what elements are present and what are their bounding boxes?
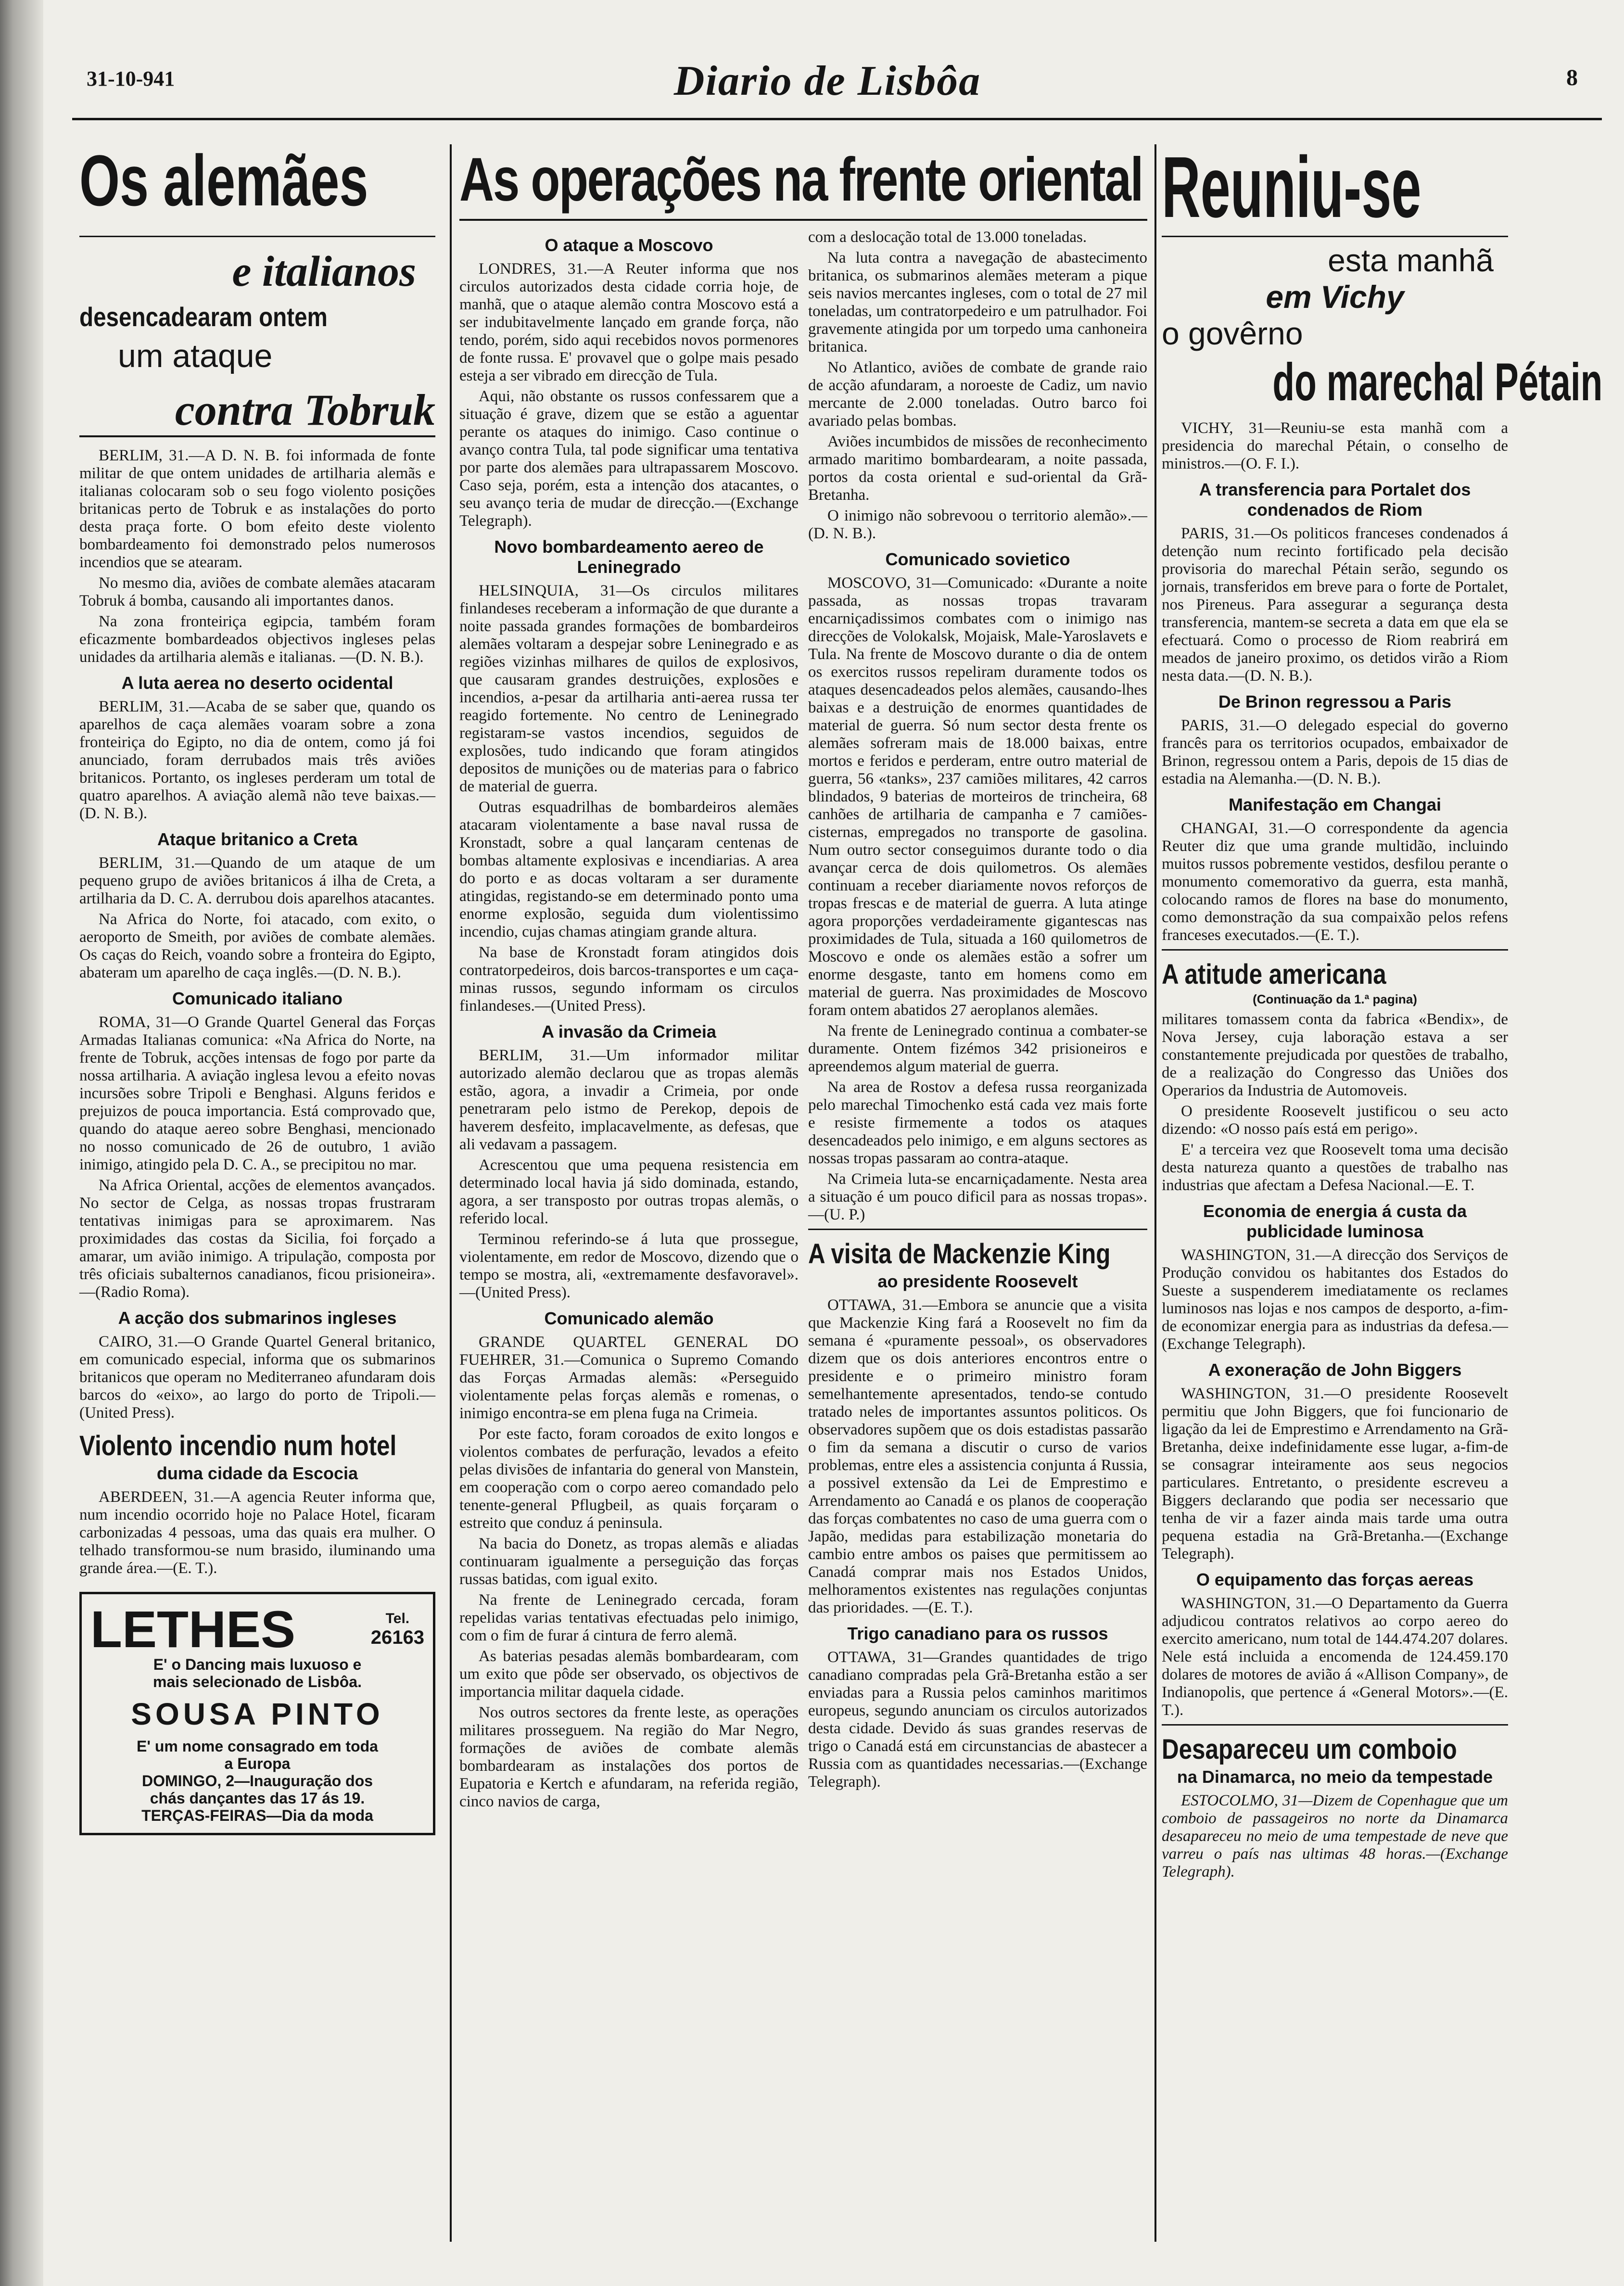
ad-line: E' o Dancing mais luxuoso e <box>153 1656 362 1673</box>
article-paragraph: OTTAWA, 31.—Embora se anuncie que a visita que Mackenzie King fará a Roosevelt no fim da semana é «puramente pessoal», os observadores dizem que os dois anteriores encontros entre o presidente e o primeiro ministro foram semelhantemente apresentados, tendo-se contudo tratado neles de importantes assuntos politicos. Os observadores supõem que os dois estadistas passarão o fim da semana a discutir o curso de varios problemas, entre eles a assistencia conjunta á Russia, a possivel extensão da Lei de Emprestimo e Arrendamento ao Canadá e os planos de cooperação das forças combatentes no caso de uma guerra com o Japão, medidas para estabilização monetaria do cambio entre ambos os paises que permitissem ao Canadá comprar mais nos Estados Unidos, melhoramentos existentes nas regulações conjuntas das prioridades. —(E. T.). <box>808 1296 1147 1616</box>
continuation-note: (Continuação da 1.ª pagina) <box>1253 992 1417 1006</box>
article-paragraph: Na Crimeia luta-se encarniçadamente. Nesta area a situação é um pouco dificil para as nossas tropas».—(U. P.) <box>808 1170 1147 1223</box>
article-paragraph: Terminou referindo-se á luta que prossegue, violentamente, em redor de Moscovo, dizendo que o tempo se mostra, ali, «extremamente desfavoravel».—(United Press). <box>459 1231 799 1301</box>
ad-line: E' um nome consagrado em toda <box>137 1738 378 1755</box>
article-paragraph: PARIS, 31.—Os politicos franceses condenados á detenção num recinto fortificado pela decisão provisoria do marechal Pétain serão, segundo os jornais, transferidos em breve para o forte de Portalet, nos Pireneus. Para assegurar a segurança desta transferencia, mantem-se secreta a data em que ela se efectuará. Como o processo de Riom reabrirá em meados de janeiro proximo, os detidos virão a Riom nesta data.—(D. N. B.). <box>1162 525 1508 685</box>
divider <box>1162 949 1508 951</box>
headline-os-alemaes: Os alemães <box>79 140 368 221</box>
article-paragraph: O presidente Roosevelt justificou o seu acto dizendo: «O nosso país está em perigo». <box>1162 1103 1508 1138</box>
article-paragraph: VICHY, 31—Reuniu-se esta manhã com a presidencia do marechal Pétain, o conselho de ministros.—(O. F. I.). <box>1162 419 1508 472</box>
column-rule <box>1155 144 1156 2242</box>
article-paragraph: WASHINGTON, 31.—A direcção dos Serviços de Produção convidou os habitantes dos Estados do Sueste a suspenderem imediatamente os reclames luminosos nas lojas e nos campos de desporto, a-fim-de economizar energia para as industrias da defesa.—(Exchange Telegraph). <box>1162 1246 1508 1353</box>
article-paragraph: Outras esquadrilhas de bombardeiros alemães atacaram violentamente a base naval russa de Kronstadt, sobre a qual lançaram centenas de bombas altamente explosivas e incendiarias. A area do porto e as docas voltaram a ser duramente atingidas, registando-se em determinado ponto uma enorme explosão, seguida dum violentissimo incendio, cujas chamas atingiam grande altura. <box>459 799 799 940</box>
ad-venue-name: LETHES <box>90 1600 296 1658</box>
divider <box>1162 1724 1508 1726</box>
article-paragraph: Na frente de Leninegrado continua a combater-se duramente. Ontem fizémos 342 prisioneiros e apreendemos algum material de guerra. <box>808 1022 1147 1075</box>
subheading: Comunicado italiano <box>172 989 343 1008</box>
ad-line: DOMINGO, 2—Inauguração dos <box>141 1772 373 1790</box>
column-1 <box>79 140 435 2243</box>
banner-headline: As operações na frente oriental <box>459 145 1142 214</box>
subheading: O equipamento das forças aereas <box>1196 1570 1474 1589</box>
subheading: duma cidade da Escocia <box>156 1463 358 1483</box>
page-number: 8 <box>1566 65 1578 90</box>
ad-brand: SOUSA PINTO <box>131 1697 384 1731</box>
subheading: A luta aerea no deserto ocidental <box>121 673 393 693</box>
headline-contra-tobruk: contra Tobruk <box>79 384 435 437</box>
subheading: Comunicado alemão <box>544 1308 714 1328</box>
subheading: Economia de energia á custa da publicidade luminosa <box>1203 1201 1467 1241</box>
subheading: A acção dos submarinos ingleses <box>118 1308 397 1328</box>
article-paragraph: O inimigo não sobrevoou o territorio alemão».—(D. N. B.). <box>808 507 1147 542</box>
article-paragraph: OTTAWA, 31—Grandes quantidades de trigo canadiano compradas pela Grã-Bretanha estão a ser enviadas para a Russia pelos caminhos maritimos europeus, segundo anunciam os circulos autorizados desta cidade. Devido ás suas grandes reservas de trigo o Canadá está em circunstancias de abastecer a Russia com as quantidades necessarias.—(Exchange Telegraph). <box>808 1649 1147 1791</box>
article-paragraph: ESTOCOLMO, 31—Dizem de Copenhague que um comboio de passageiros no norte da Dinamarca desapareceu no meio de uma tempestade de neve que varreu o país nas ultimas 48 horas.—(Exchange Telegraph). <box>1162 1792 1508 1880</box>
article-paragraph: Na frente de Leninegrado cercada, foram repelidas varias tentativas efectuadas pelo inimigo, com o fim de furar á cintura de ferro alemã. <box>459 1591 799 1644</box>
article-paragraph: BERLIM, 31.—Acaba de se saber que, quando os aparelhos de caça alemães voaram sobre a zona fronteiriça do Egipto, no dia de ontem, como já foi anunciado, foram derrubados mais três aviões britanicos. Portanto, os ingleses perderam um total de quatro aparelhos. A aviação alemã não teve baixas.—(D. N. B.). <box>79 698 435 822</box>
article-paragraph: com a deslocação total de 13.000 toneladas. <box>808 229 1087 246</box>
issue-date: 31-10-941 <box>87 67 175 90</box>
article-paragraph: E' a terceira vez que Roosevelt toma uma decisão desta natureza quanto a questões de trabalho nas industrias que afectam a Defesa Nacional.—E. T. <box>1162 1141 1508 1194</box>
advertisement-lethes <box>79 1592 435 1835</box>
headline-reuniu-se: Reuniu-se <box>1162 139 1421 236</box>
article-paragraph: BERLIM, 31.—Um informador militar autorizado alemão declarou que as tropas alemãs estão, agora, a invadir a Crimeia, por onde penetraram pelo istmo de Perekop, depois de haverem desfeito, implacavelmente, as defesas, que ali vedavam a passagem. <box>459 1047 799 1153</box>
article-paragraph: PARIS, 31.—O delegado especial do governo francês para os territorios ocupados, embaixador de Brinon, regressou ontem a Paris, depois de 15 dias de estadia na Alemanha.—(D. N. B.). <box>1162 717 1508 787</box>
subheading: De Brinon regressou a Paris <box>1218 692 1452 711</box>
headline-um-ataque: um ataque <box>118 338 273 374</box>
article-paragraph: ABERDEEN, 31.—A agencia Reuter informa que, num incendio ocorrido hoje no Palace Hotel, ficaram carbonizadas 4 pessoas, uma das quais era mulher. O telhado transformou-se num brasido, iluminando uma grande área.—(E. T.). <box>79 1488 435 1577</box>
ad-line: chás dançantes das 17 ás 19. <box>150 1790 365 1807</box>
article-paragraph: Na base de Kronstadt foram atingidos dois contratorpedeiros, dois barcos-transportes e um caça-minas russos, segundo informam os circulos finlandeses.—(United Press). <box>459 944 799 1015</box>
masthead <box>58 53 1597 111</box>
article-paragraph: Na area de Rostov a defesa russa reorganizada pelo marechal Timochenko está cada vez mais forte e resiste firmemente a todos os ataques desencadeados pelo inimigo, e em alguns sectores as nossas tropas passaram ao contra-ataque. <box>808 1079 1147 1167</box>
divider <box>1162 236 1508 237</box>
masthead-rule <box>72 118 1602 120</box>
article-paragraph: BERLIM, 31.—Quando de um ataque de um pequeno grupo de aviões britanicos á ilha de Creta, a artilharia da D. C. A. derrubou dois aparelhos atacantes. <box>79 854 435 907</box>
article-paragraph: Na Africa do Norte, foi atacado, com exito, o aeroporto de Smeith, por aviões de combate alemães. Os caças do Reich, voando sobre a fronteira do Egipto, abateram um aparelho de caça inglês.—(D. N. B.). <box>79 911 435 981</box>
article-paragraph: As baterias pesadas alemãs bombardearam, com um exito que pôde ser observado, os objectivos de importancia militar daquela cidade. <box>459 1648 799 1701</box>
article-paragraph: WASHINGTON, 31.—O presidente Roosevelt permitiu que John Biggers, que foi funcionario de ligação da lei de Emprestimo e Arrendamento na Grã-Bretanha, deixe indefinidamente esse lugar, a-fim-de se consagrar inteiramente aos seus negocios particulares. Entretanto, o presidente escreveu a Biggers declarando que podia ser necessario que tenha de vir a fazer ainda mais tarde uma outra pequena estadia na Grã-Bretanha.—(Exchange Telegraph). <box>1162 1385 1508 1562</box>
article-paragraph: militares tomassem conta da fabrica «Bendix», de Nova Jersey, cuja laboração estava a ser constantemente prejudicada por questões de trabalho, de a realização do Congresso das Uniões dos Operarios da Industria de Automoveis. <box>1162 1011 1508 1099</box>
column-4 <box>1162 139 1603 2243</box>
article-paragraph: Na Africa Oriental, acções de elementos avançados. No sector de Celga, as nossas tropas frustraram tentativas inimigas para se aproximarem. Nas proximidades das costas da Sicilia, foi forçado a amarar, um avião inimigo. A tripulação, composta por três oficiais subalternos canadianos, ficou prisioneira».—(Radio Roma). <box>79 1177 435 1301</box>
headline-marechal-petain: do marechal Pétain <box>1272 353 1603 412</box>
subheading: Novo bombardeamento aereo de Leninegrado <box>494 537 764 577</box>
article-paragraph: MOSCOVO, 31—Comunicado: «Durante a noite passada, as nossas tropas travaram encarniçadissimos combates com o inimigo nas direcções de Volokalsk, Mojaisk, Male-Yaroslavets e Tula. Na frente de Moscovo durante o dia de ontem os exercitos russos repeliram duramente todos os ataques desencadeados pelos alemães, causando-lhes baixas e a destruição de enormes quantidades de material de guerra. Só num sector desta frente os alemães sofreram mais de 18.000 baixas, entre mortos e feridos e perderam, entre outro material de guerra, 56 «tanks», 237 camiões militares, 42 carros blindados, 9 baterias de morteiros de trincheira, 68 canhões de artilharia de campanha e 7 camiões-cisternas, empregados no transporte de gasolina. Num outro sector conseguimos durante todo o dia avançar cerca de dois quilometros. Os alemães continuam a receber diariamente novos reforços de tropas frescas e de material de guerra. A luta atinge agora proporções verdadeiramente gigantescas nas proximidades de Tula, situada a 160 quilometros de Moscovo e onde os alemães estão a sofrer um enorme desgaste, tanto em homens como em material de guerra. Nas proximidades de Moscovo foram ontem abatidos 27 aeroplanos alemães. <box>808 574 1147 1019</box>
headline-o-governo: o govêrno <box>1162 316 1303 351</box>
subheading: ao presidente Roosevelt <box>877 1271 1078 1291</box>
article-paragraph: Na bacia do Donetz, as tropas alemãs e aliadas continuaram igualmente a perseguição das forças russas batidas, com igual exito. <box>459 1535 799 1588</box>
subheading: na Dinamarca, no meio da tempestade <box>1177 1767 1493 1787</box>
article-paragraph: WASHINGTON, 31.—O Departamento da Guerra adjudicou contratos relativos ao corpo aereo do exercito americano, num total de 144.474.207 dolares. Nele está incluida a encomenda de 124.459.170 dolares de motores de avião á «Allison Company», de Indianopolis, que pertence á «General Motors».—(E. T.). <box>1162 1595 1508 1719</box>
ad-tel-number: 26163 <box>370 1626 424 1648</box>
ad-tel-label: Tel. <box>385 1610 410 1626</box>
subheading: A invasão da Crimeia <box>542 1022 716 1041</box>
headline-incendio: Violento incendio num hotel <box>79 1430 397 1461</box>
article-paragraph: Nos outros sectores da frente leste, as operações militares prosseguem. Na região do Mar Negro, formações de aviões de combate alemãs bombardearam as instalações dos portos de Eupatoria e Kertch e afundaram, na referida região, cinco navios de carga, <box>459 1704 799 1810</box>
divider <box>808 1229 1147 1230</box>
headline-desapareceu-comboio: Desapareceu um comboio <box>1162 1734 1457 1765</box>
article-paragraph: HELSINQUIA, 31—Os circulos militares finlandeses receberam a informação de que durante a noite passada grandes formações de bombardeiros alemães voltaram a despejar sobre Leninegrado e as regiões vizinhas milhares de quilos de explosivos, que causaram grandes destruições, explosões e incendios, a-pesar da artilharia anti-aerea russa ter reagido fortemente. No centro de Leninegrado registaram-se vastos incendios, seguidos de explosões, tudo indicando que foram atingidos depositos de munições ou de materias para o fabrico de material de guerra. <box>459 582 799 795</box>
column-2 <box>459 229 799 2243</box>
subheading: A exoneração de John Biggers <box>1208 1360 1462 1380</box>
article-paragraph: Na luta contra a navegação de abastecimento britanica, os submarinos alemães meteram a pique seis navios mercantes ingleses, com o total de 27 mil toneladas, um contratorpedeiro e um patrulhador. Foi gravemente atingida por um torpedo uma canhoneira britanica. <box>808 249 1147 356</box>
column-3 <box>808 229 1147 2243</box>
subheading: Manifestação em Changai <box>1228 795 1442 814</box>
article-paragraph: LONDRES, 31.—A Reuter informa que nos circulos autorizados desta cidade corria hoje, de manhã, que o ataque alemão contra Moscovo está a ser indubitavelmente lançado em grande força, não tendo, porém, sido aqui recebidos novos pormenores de fonte russa. E' provavel que o golpe mais pesado esteja a ser vibrado em direcção de Tula. <box>459 260 799 384</box>
newspaper-title: Diario de Lisbôa <box>673 58 981 104</box>
headline-atitude-americana: A atitude americana <box>1162 959 1386 990</box>
headline-em-vichy: em Vichy <box>1266 279 1404 315</box>
column-rule <box>450 144 452 2242</box>
article-paragraph: Acrescentou que uma pequena resistencia em determinado local havia já sido dominada, estando, agora, a ser transposto por outras tropas alemãs, o referido local. <box>459 1156 799 1227</box>
ad-line: a Europa <box>224 1755 291 1772</box>
article-paragraph: Aviões incumbidos de missões de reconhecimento armado maritimo bombardearam, a noite passada, portos da costa oriental e sud-oriental da Grã-Bretanha. <box>808 433 1147 504</box>
article-paragraph: CHANGAI, 31.—O correspondente da agencia Reuter diz que uma grande multidão, incluindo muitos russos pobremente vestidos, desfilou perante o monumento comemorativo da guerra, esta manhã, colocando ramos de flores na base do monumento, como demonstração da sua compaixão pelos refens franceses executados.—(E. T.). <box>1162 820 1508 944</box>
headline-mackenzie-king: A visita de Mackenzie King <box>808 1238 1111 1270</box>
article-paragraph: No Atlantico, aviões de combate de grande raio de acção afundaram, a noroeste de Cadiz, um navio mercante de 2.000 toneladas. Outro barco foi avariado pelas bombas. <box>808 359 1147 430</box>
article-paragraph: ROMA, 31—O Grande Quartel General das Forças Armadas Italianas comunica: «Na Africa do Norte, na frente de Tobruk, acções intensas de fogo por parte da nossa artilharia. A aviação inglesa levou a efeito novas incursões sobre Tripoli e Benghasi. Alguns feridos e prejuizos de pouca importancia. Está comprovado que, quando do ataque aereo sobre Benghasi, mencionado no nosso comunicado de 26 de outubro, 1 avião inimigo, atingido pela D. C. A., se precipitou no mar. <box>79 1014 435 1173</box>
subheading: Comunicado sovietico <box>885 549 1070 569</box>
article-paragraph: Na zona fronteiriça egipcia, também foram eficazmente bombardeados objectivos ingleses pelas unidades da artilharia alemãs e italianas. —(D. N. B.). <box>79 613 435 666</box>
article-paragraph: Por este facto, foram coroados de exito longos e violentos combates de perfuração, levados a efeito pelas divisões de infantaria do general von Manstein, em cooperação com o corpo aereo comandado pelo tenente-general Pflugbeil, as quais forçaram o estreito que conduz á peninsula. <box>459 1425 799 1532</box>
subheading: A transferencia para Portalet dos condenados de Riom <box>1199 480 1471 520</box>
article-paragraph: No mesmo dia, aviões de combate alemães atacaram Tobruk á bomba, causando ali importantes danos. <box>79 574 435 610</box>
headline-esta-manha: esta manhã <box>1328 242 1494 278</box>
subheading: O ataque a Moscovo <box>545 235 713 255</box>
article-paragraph: GRANDE QUARTEL GENERAL DO FUEHRER, 31.—Comunica o Supremo Comando das Forças Armadas alemãs: «Perseguido violentamente pelas forças alemãs e romenas, o inimigo encontra-se em plena fuga na Crimeia. <box>459 1334 799 1422</box>
divider <box>79 236 435 237</box>
ad-line: TERÇAS-FEIRAS—Dia da moda <box>141 1807 373 1824</box>
subheading: Trigo canadiano para os russos <box>847 1624 1108 1643</box>
subheading: Ataque britanico a Creta <box>157 829 358 849</box>
ad-line: mais selecionado de Lisbôa. <box>153 1673 362 1690</box>
article-paragraph: BERLIM, 31.—A D. N. B. foi informada de fonte militar de que ontem unidades de artilharia alemãs e italianas colocaram sob o seu fogo violento posições britanicas perto de Tobruk e as instalações do porto desta praça forte. O bom efeito deste violento bombardeamento foi demonstrado pelos numerosos incendios que se atearam. <box>79 447 435 571</box>
banner-rule <box>459 219 1147 221</box>
headline-e-italianos: e italianos <box>232 248 416 295</box>
article-paragraph: CAIRO, 31.—O Grande Quartel General britanico, em comunicado especial, informa que os submarinos britanicos que operam no Mediterraneo afundaram dois barcos do «eixo», ao largo do porto de Tripoli.—(United Press). <box>79 1333 435 1422</box>
article-paragraph: Aqui, não obstante os russos confessarem que a situação é grave, dizem que se estão a aguentar perante os ataques do inimigo. Caso continue o avanço contra Tula, tal pode significar uma tentativa por parte dos alemães para ultrapassarem Moscovo. Caso seja, porém, esta a intenção dos atacantes, o seu avanço teria de mudar de direcção.—(Exchange Telegraph). <box>459 388 799 530</box>
page-edge-shadow <box>0 0 43 2286</box>
headline-desencadearam: desencadearam ontem <box>79 302 328 332</box>
